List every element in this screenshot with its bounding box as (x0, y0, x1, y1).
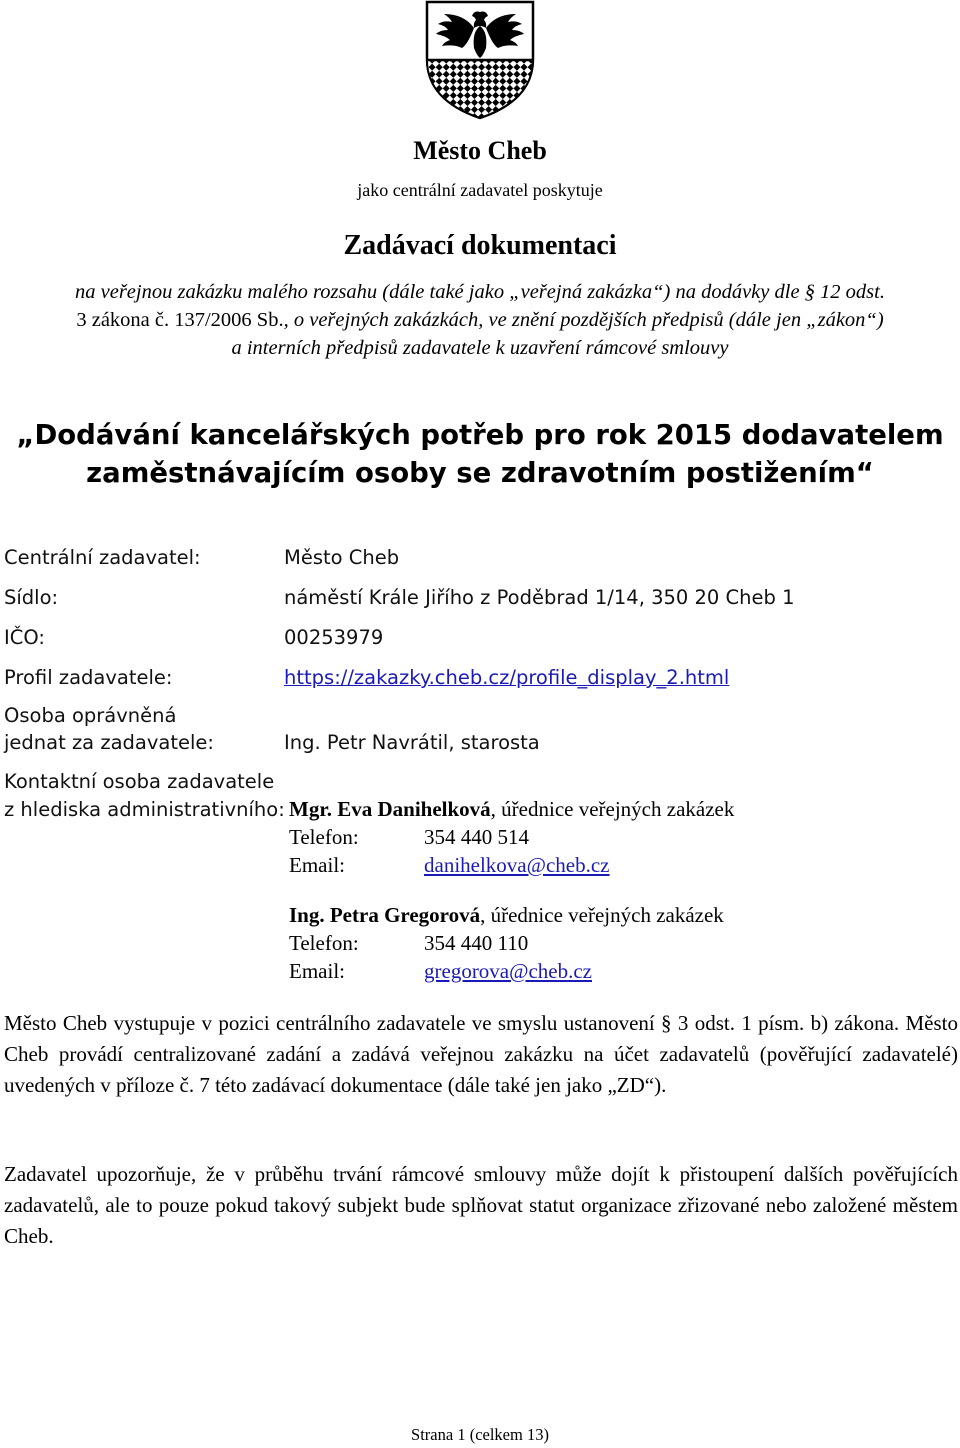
central-authority-value: Město Cheb (284, 546, 400, 569)
contact-2 (289, 903, 724, 928)
project-title-line-1: „Dodávání kancelářských potřeb pro rok 2015 dodavatelem (16, 419, 944, 451)
intro-line-1: na veřejnou zakázku malého rozsahu (dále také jako „veřejná zakázka“) na dodávky dle § 12 odst. (75, 281, 885, 303)
contact-2-email-link[interactable]: gregorova@cheb.cz (424, 959, 592, 983)
ico-label: IČO: (4, 626, 45, 649)
coat-of-arms-logo (425, 0, 535, 120)
seat-value: náměstí Krále Jiřího z Poděbrad 1/14, 350 20 Cheb 1 (284, 586, 795, 609)
contact-2-name: Ing. Petra Gregorová (289, 903, 481, 927)
project-title (0, 416, 960, 492)
contact-1-email-link[interactable]: danihelkova@cheb.cz (424, 853, 610, 877)
intro-text (8, 278, 952, 362)
page-number: Strana 1 (celkem 13) (411, 1425, 549, 1444)
contact-2-role: , úřednice veřejných zakázek (480, 903, 724, 927)
contact-1 (289, 797, 734, 822)
authorized-person-label-2: jednat za zadavatele: (4, 731, 214, 754)
city-name: Město Cheb (413, 136, 547, 165)
contact-1-email-label: Email: (289, 853, 345, 877)
contact-person-label-1: Kontaktní osoba zadavatele (4, 770, 275, 793)
document-title: Zadávací dokumentaci (343, 230, 617, 261)
paragraph-notice: Zadavatel upozorňuje, že v průběhu trvání rámcové smlouvy může dojít k přistoupení dalších pověřujících zadavatelů, ale to pouze pokud takový subjekt bude splňovat statut organizace zřizované nebo založené městem Cheb. (4, 1162, 958, 1248)
ico-value: 00253979 (284, 626, 384, 649)
contact-2-phone: 354 440 110 (424, 931, 529, 955)
contact-person-label-2: z hlediska administrativního: (4, 798, 285, 821)
contact-2-phone-label: Telefon: (289, 931, 359, 955)
contact-1-role: , úřednice veřejných zakázek (490, 797, 735, 821)
contact-1-phone-label: Telefon: (289, 825, 359, 849)
subtitle: jako centrální zadavatel poskytuje (357, 180, 603, 200)
paragraph-central-authority: Město Cheb vystupuje v pozici centrálního zadavatele ve smyslu ustanovení § 3 odst. 1 písm. b) zákona. Město Cheb provádí centralizované zadání a zadává veřejnou zakázku na účet zadavatelů (pověřující zadavatelé) uvedených v příloze č. 7 této zadávací dokumentace (dále také jen jako „ZD“). (4, 1011, 958, 1097)
intro-line-2-law: 3 zákona č. 137/2006 Sb. (76, 309, 284, 331)
authorized-person-label-1: Osoba oprávněná (4, 704, 177, 727)
project-title-line-2: zaměstnávajícím osoby se zdravotním postižením“ (86, 457, 874, 489)
intro-line-2-rest: , o veřejných zakázkách, ve znění pozdějších předpisů (dále jen „zákon“) (283, 309, 884, 331)
eagle-checkered-shield-icon (425, 0, 535, 120)
contact-1-name: Mgr. Eva Danihelková (289, 797, 491, 821)
intro-line-3: a interních předpisů zadavatele k uzavření rámcové smlouvy (231, 337, 729, 359)
seat-label: Sídlo: (4, 586, 59, 609)
profile-link[interactable]: https://zakazky.cheb.cz/profile_display_2.html (284, 666, 730, 689)
contact-1-phone: 354 440 514 (424, 825, 529, 849)
contact-2-email-label: Email: (289, 959, 345, 983)
profile-label: Profil zadavatele: (4, 666, 173, 689)
central-authority-label: Centrální zadavatel: (4, 546, 201, 569)
authorized-person-value: Ing. Petr Navrátil, starosta (284, 731, 540, 754)
